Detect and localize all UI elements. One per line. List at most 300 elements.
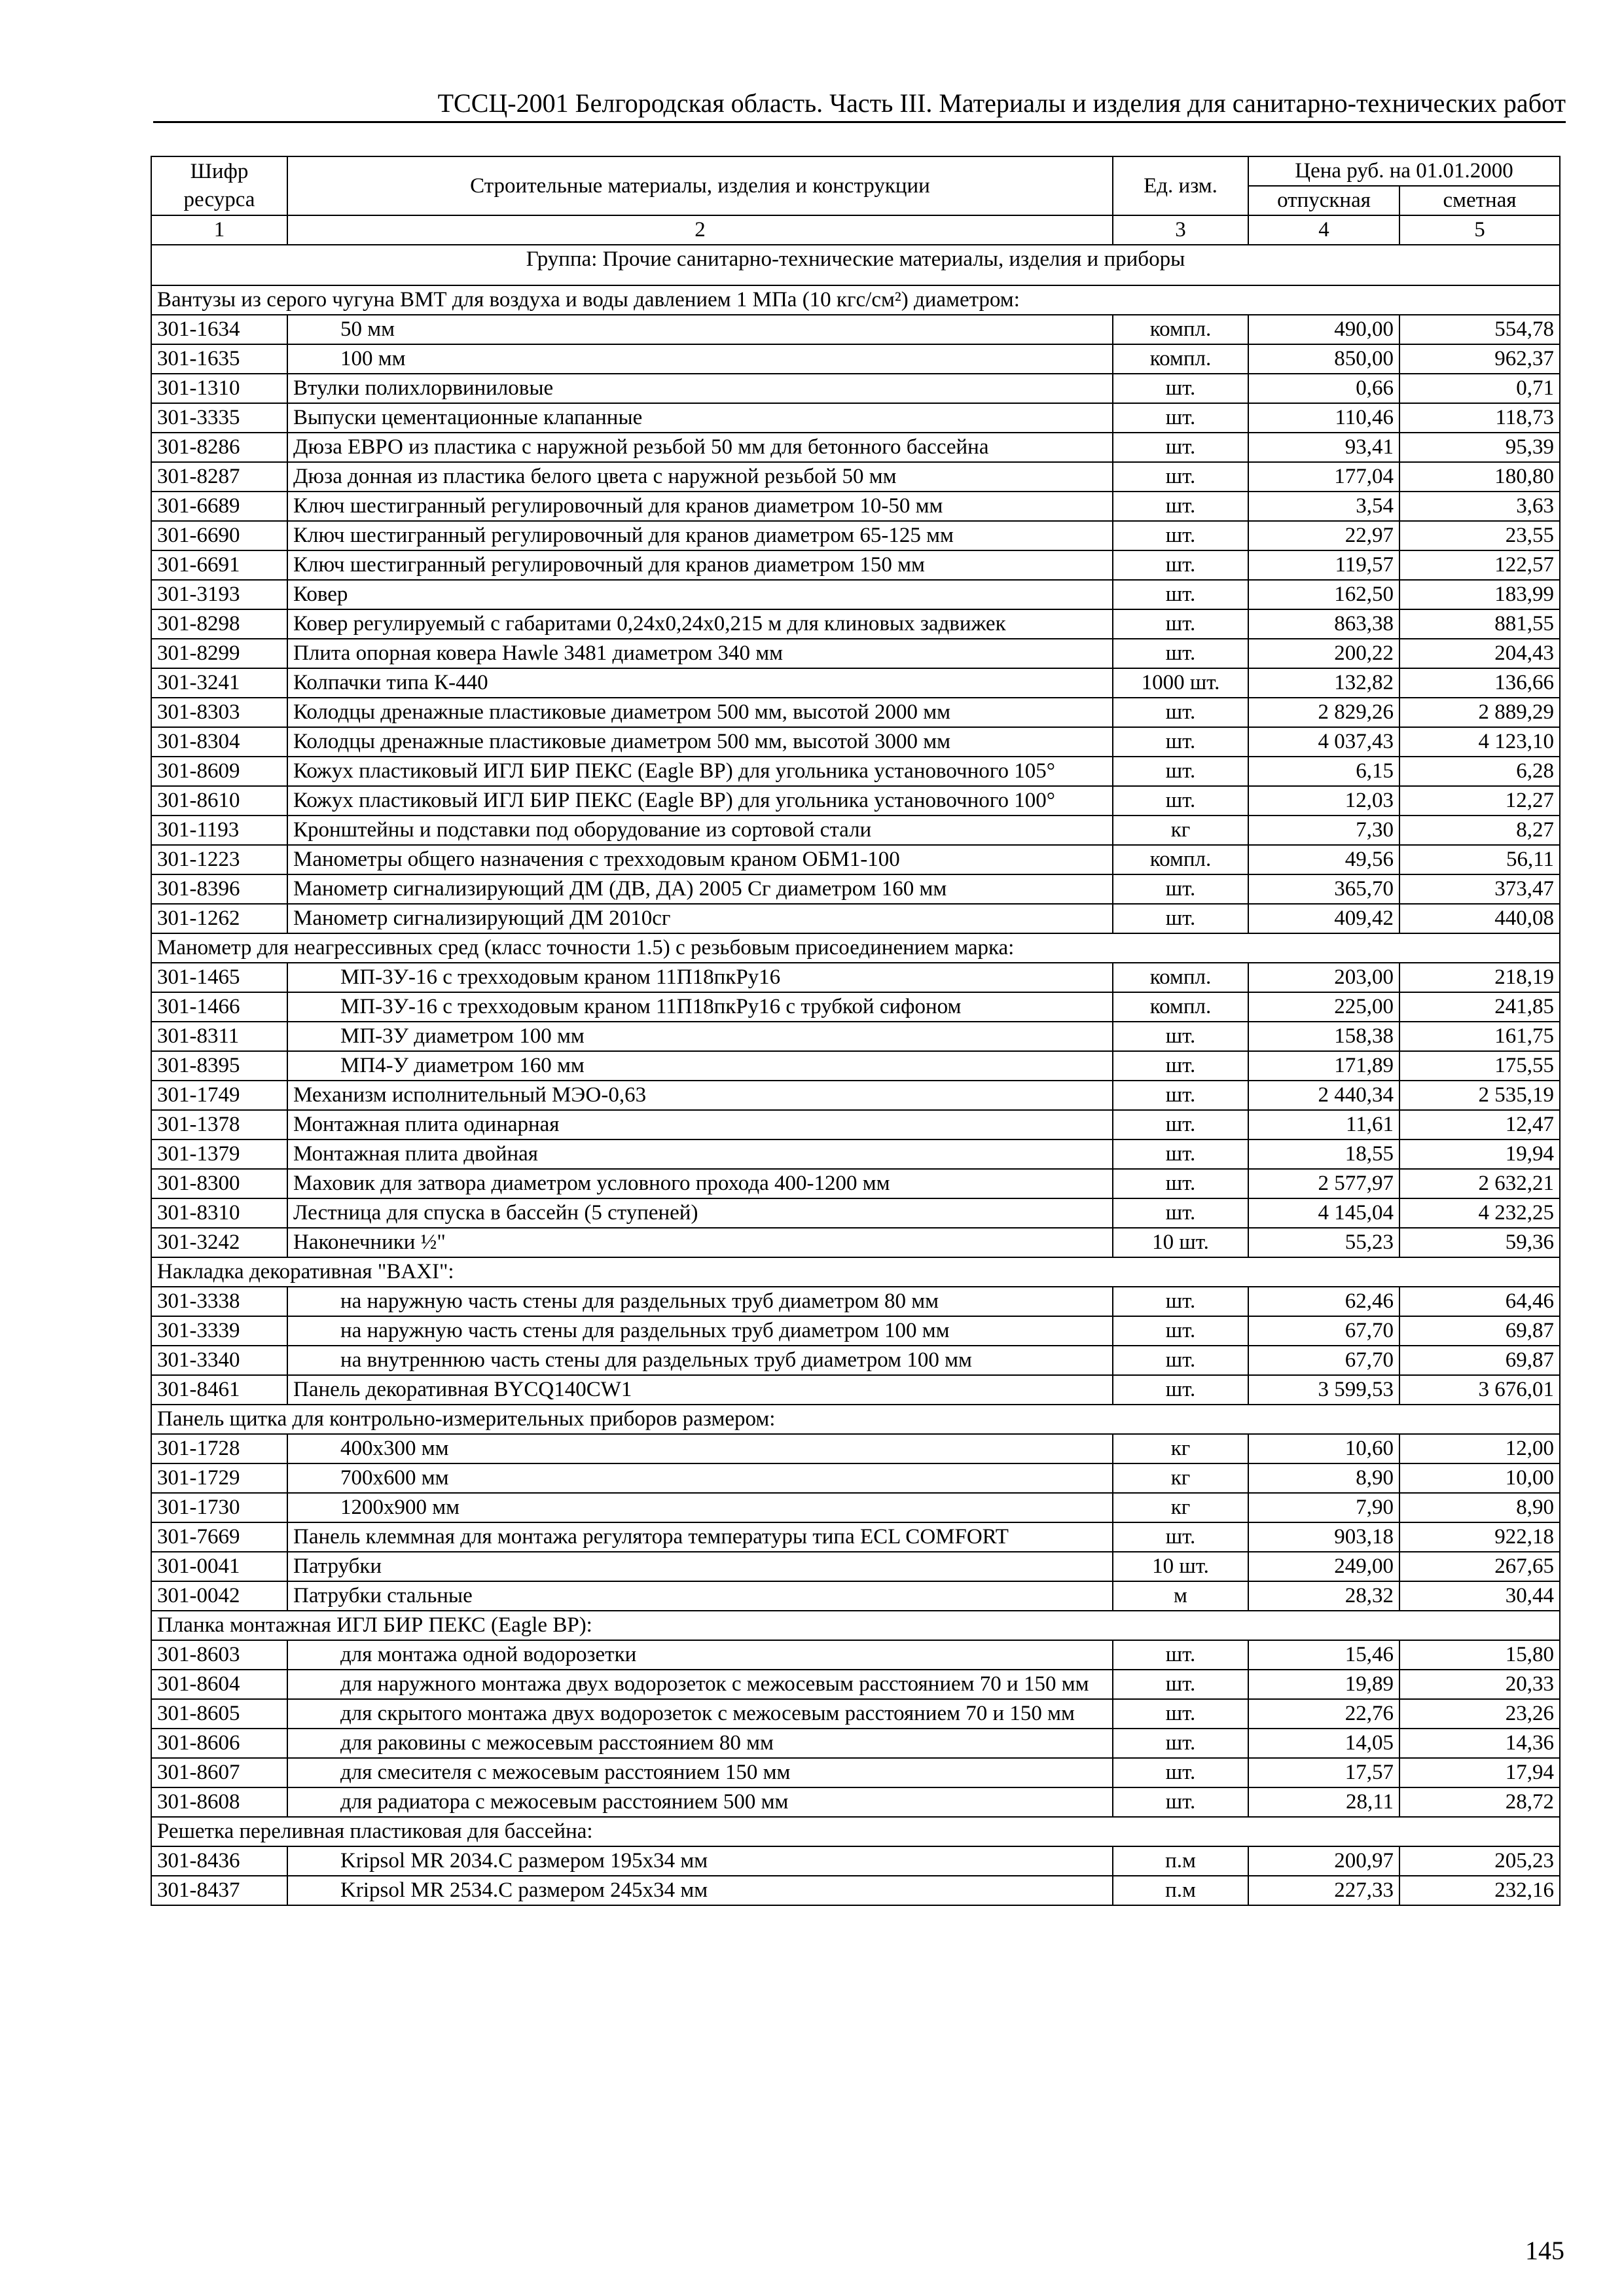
release-price: 850,00 [1248, 344, 1399, 374]
resource-code: 301-1310 [151, 374, 287, 403]
resource-code: 301-1223 [151, 845, 287, 874]
table-row [151, 609, 1560, 639]
table-row [151, 727, 1560, 757]
release-price: 203,00 [1248, 963, 1399, 992]
resource-code: 301-8609 [151, 757, 287, 786]
table-row [151, 403, 1560, 433]
unit-of-measure: шт. [1113, 1139, 1248, 1169]
table-row [151, 1287, 1560, 1316]
release-price: 17,57 [1248, 1758, 1399, 1787]
resource-code: 301-3340 [151, 1346, 287, 1375]
estimate-price: 59,36 [1399, 1228, 1560, 1257]
material-name: Манометр сигнализирующий ДМ (ДВ, ДА) 2005 Сг диаметром 160 мм [287, 874, 1113, 904]
table-row [151, 1640, 1560, 1670]
release-price: 18,55 [1248, 1139, 1399, 1169]
unit-of-measure: шт. [1113, 1522, 1248, 1552]
resource-code: 301-8461 [151, 1375, 287, 1405]
table-row [151, 963, 1560, 992]
header-name: Строительные материалы, изделия и конструкции [287, 156, 1113, 215]
table-row [151, 639, 1560, 668]
estimate-price: 10,00 [1399, 1463, 1560, 1493]
resource-code: 301-8287 [151, 462, 287, 492]
unit-of-measure: шт. [1113, 727, 1248, 757]
estimate-price: 69,87 [1399, 1316, 1560, 1346]
resource-code: 301-8304 [151, 727, 287, 757]
release-price: 11,61 [1248, 1110, 1399, 1139]
material-name: 50 мм [287, 315, 1113, 344]
estimate-price: 922,18 [1399, 1522, 1560, 1552]
release-price: 2 829,26 [1248, 698, 1399, 727]
unit-of-measure: компл. [1113, 344, 1248, 374]
estimate-price: 180,80 [1399, 462, 1560, 492]
resource-code: 301-8606 [151, 1729, 287, 1758]
subgroup-heading-row [151, 1817, 1560, 1846]
unit-of-measure: компл. [1113, 315, 1248, 344]
resource-code: 301-3335 [151, 403, 287, 433]
release-price: 14,05 [1248, 1729, 1399, 1758]
estimate-price: 15,80 [1399, 1640, 1560, 1670]
resource-code: 301-8608 [151, 1787, 287, 1817]
resource-code: 301-8310 [151, 1198, 287, 1228]
release-price: 62,46 [1248, 1287, 1399, 1316]
release-price: 22,97 [1248, 521, 1399, 550]
resource-code: 301-3193 [151, 580, 287, 609]
unit-of-measure: шт. [1113, 521, 1248, 550]
resource-code: 301-1749 [151, 1081, 287, 1110]
material-name: Лестница для спуска в бассейн (5 ступеней) [287, 1198, 1113, 1228]
table-row [151, 1522, 1560, 1552]
release-price: 93,41 [1248, 433, 1399, 462]
resource-code: 301-8311 [151, 1022, 287, 1051]
release-price: 863,38 [1248, 609, 1399, 639]
unit-of-measure: шт. [1113, 403, 1248, 433]
subgroup-heading: Панель щитка для контрольно-измерительных приборов размером: [151, 1405, 1560, 1434]
unit-of-measure: компл. [1113, 963, 1248, 992]
release-price: 7,90 [1248, 1493, 1399, 1522]
resource-code: 301-0042 [151, 1581, 287, 1611]
resource-code: 301-8605 [151, 1699, 287, 1729]
material-name: Ключ шестигранный регулировочный для кранов диаметром 65-125 мм [287, 521, 1113, 550]
unit-of-measure: компл. [1113, 992, 1248, 1022]
estimate-price: 2 535,19 [1399, 1081, 1560, 1110]
table-row [151, 1552, 1560, 1581]
header-code: Шифр ресурса [151, 156, 287, 215]
resource-code: 301-1729 [151, 1463, 287, 1493]
resource-code: 301-3338 [151, 1287, 287, 1316]
header-unit: Ед. изм. [1113, 156, 1248, 215]
resource-code: 301-1728 [151, 1434, 287, 1463]
release-price: 409,42 [1248, 904, 1399, 933]
material-name: 700х600 мм [287, 1463, 1113, 1493]
estimate-price: 175,55 [1399, 1051, 1560, 1081]
estimate-price: 14,36 [1399, 1729, 1560, 1758]
resource-code: 301-8303 [151, 698, 287, 727]
subgroup-heading: Манометр для неагрессивных сред (класс точности 1.5) с резьбовым присоединением марка: [151, 933, 1560, 963]
estimate-price: 267,65 [1399, 1552, 1560, 1581]
release-price: 4 037,43 [1248, 727, 1399, 757]
estimate-price: 8,27 [1399, 816, 1560, 845]
resource-code: 301-3241 [151, 668, 287, 698]
subgroup-heading-row [151, 1405, 1560, 1434]
header-rule [153, 121, 1566, 123]
unit-of-measure: 1000 шт. [1113, 668, 1248, 698]
table-row [151, 1346, 1560, 1375]
resource-code: 301-8298 [151, 609, 287, 639]
unit-of-measure: шт. [1113, 550, 1248, 580]
material-name: для раковины с межосевым расстоянием 80 мм [287, 1729, 1113, 1758]
estimate-price: 95,39 [1399, 433, 1560, 462]
material-name: Манометр сигнализирующий ДМ 2010сг [287, 904, 1113, 933]
table-row [151, 1022, 1560, 1051]
release-price: 903,18 [1248, 1522, 1399, 1552]
estimate-price: 118,73 [1399, 403, 1560, 433]
group-title: Группа: Прочие санитарно-технические материалы, изделия и приборы [151, 245, 1560, 285]
resource-code: 301-1635 [151, 344, 287, 374]
material-name: Кожух пластиковый ИГЛ БИР ПЕКС (Eagle BP) для угольника установочного 105° [287, 757, 1113, 786]
resource-code: 301-8610 [151, 786, 287, 816]
table-row [151, 1787, 1560, 1817]
resource-code: 301-1730 [151, 1493, 287, 1522]
unit-of-measure: шт. [1113, 374, 1248, 403]
unit-of-measure: шт. [1113, 492, 1248, 521]
unit-of-measure: шт. [1113, 757, 1248, 786]
release-price: 6,15 [1248, 757, 1399, 786]
unit-of-measure: компл. [1113, 845, 1248, 874]
page-number: 145 [1525, 2236, 1564, 2265]
table-row [151, 845, 1560, 874]
estimate-price: 4 123,10 [1399, 727, 1560, 757]
unit-of-measure: п.м [1113, 1876, 1248, 1905]
release-price: 4 145,04 [1248, 1198, 1399, 1228]
release-price: 15,46 [1248, 1640, 1399, 1670]
material-name: МП-3У диаметром 100 мм [287, 1022, 1113, 1051]
resource-code: 301-8300 [151, 1169, 287, 1198]
material-name: Манометры общего назначения с трехходовым краном ОБМ1-100 [287, 845, 1113, 874]
unit-of-measure: шт. [1113, 462, 1248, 492]
table-row [151, 1051, 1560, 1081]
release-price: 28,32 [1248, 1581, 1399, 1611]
table-row [151, 492, 1560, 521]
unit-of-measure: м [1113, 1581, 1248, 1611]
release-price: 0,66 [1248, 374, 1399, 403]
estimate-price: 6,28 [1399, 757, 1560, 786]
table-row [151, 992, 1560, 1022]
estimate-price: 19,94 [1399, 1139, 1560, 1169]
unit-of-measure: шт. [1113, 1729, 1248, 1758]
subgroup-heading: Накладка декоративная "BAXI": [151, 1257, 1560, 1287]
resource-code: 301-1379 [151, 1139, 287, 1169]
estimate-price: 23,55 [1399, 521, 1560, 550]
table-row [151, 521, 1560, 550]
material-name: для смесителя с межосевым расстоянием 150 мм [287, 1758, 1113, 1787]
material-name: Монтажная плита двойная [287, 1139, 1113, 1169]
table-row [151, 816, 1560, 845]
release-price: 67,70 [1248, 1346, 1399, 1375]
material-name: для радиатора с межосевым расстоянием 500 мм [287, 1787, 1113, 1817]
release-price: 200,22 [1248, 639, 1399, 668]
unit-of-measure: 10 шт. [1113, 1552, 1248, 1581]
table-row [151, 1846, 1560, 1876]
estimate-price: 3 676,01 [1399, 1375, 1560, 1405]
resource-code: 301-1466 [151, 992, 287, 1022]
unit-of-measure: шт. [1113, 1287, 1248, 1316]
subgroup-heading-row [151, 933, 1560, 963]
material-name: Кожух пластиковый ИГЛ БИР ПЕКС (Eagle BP) для угольника установочного 100° [287, 786, 1113, 816]
material-name: Колпачки типа К-440 [287, 668, 1113, 698]
release-price: 67,70 [1248, 1316, 1399, 1346]
release-price: 49,56 [1248, 845, 1399, 874]
resource-code: 301-8437 [151, 1876, 287, 1905]
subgroup-heading-row [151, 285, 1560, 315]
material-name: на наружную часть стены для раздельных труб диаметром 100 мм [287, 1316, 1113, 1346]
material-name: Колодцы дренажные пластиковые диаметром 500 мм, высотой 3000 мм [287, 727, 1113, 757]
table-row [151, 1493, 1560, 1522]
table-row [151, 344, 1560, 374]
release-price: 227,33 [1248, 1876, 1399, 1905]
resource-code: 301-0041 [151, 1552, 287, 1581]
resource-code: 301-6689 [151, 492, 287, 521]
resource-code: 301-6690 [151, 521, 287, 550]
estimate-price: 205,23 [1399, 1846, 1560, 1876]
material-name: Втулки полихлорвиниловые [287, 374, 1113, 403]
material-name: Kripsol MR 2534.C размером 245х34 мм [287, 1876, 1113, 1905]
table-row [151, 668, 1560, 698]
price-table [151, 156, 1561, 1906]
unit-of-measure: шт. [1113, 1198, 1248, 1228]
estimate-price: 122,57 [1399, 550, 1560, 580]
table-row [151, 1139, 1560, 1169]
resource-code: 301-8436 [151, 1846, 287, 1876]
estimate-price: 2 889,29 [1399, 698, 1560, 727]
estimate-price: 161,75 [1399, 1022, 1560, 1051]
release-price: 490,00 [1248, 315, 1399, 344]
material-name: Плита опорная ковера Hawle 3481 диаметром 340 мм [287, 639, 1113, 668]
estimate-price: 20,33 [1399, 1670, 1560, 1699]
table-body [151, 285, 1560, 1905]
estimate-price: 30,44 [1399, 1581, 1560, 1611]
release-price: 132,82 [1248, 668, 1399, 698]
estimate-price: 554,78 [1399, 315, 1560, 344]
unit-of-measure: шт. [1113, 639, 1248, 668]
unit-of-measure: кг [1113, 1493, 1248, 1522]
material-name: на внутреннюю часть стены для раздельных труб диаметром 100 мм [287, 1346, 1113, 1375]
column-number: 5 [1399, 215, 1560, 245]
table-row [151, 550, 1560, 580]
table-row [151, 1758, 1560, 1787]
resource-code: 301-7669 [151, 1522, 287, 1552]
unit-of-measure: п.м [1113, 1846, 1248, 1876]
table-row [151, 462, 1560, 492]
estimate-price: 962,37 [1399, 344, 1560, 374]
column-number: 2 [287, 215, 1113, 245]
subgroup-heading-row [151, 1611, 1560, 1640]
resource-code: 301-6691 [151, 550, 287, 580]
material-name: Механизм исполнительный МЭО-0,63 [287, 1081, 1113, 1110]
page-header: ТССЦ-2001 Белгородская область. Часть III. Материалы и изделия для санитарно-технических работ [437, 88, 1566, 118]
unit-of-measure: 10 шт. [1113, 1228, 1248, 1257]
release-price: 225,00 [1248, 992, 1399, 1022]
release-price: 162,50 [1248, 580, 1399, 609]
estimate-price: 64,46 [1399, 1287, 1560, 1316]
resource-code: 301-1193 [151, 816, 287, 845]
table-row [151, 1228, 1560, 1257]
material-name: Дюза донная из пластика белого цвета с наружной резьбой 50 мм [287, 462, 1113, 492]
estimate-price: 440,08 [1399, 904, 1560, 933]
table-row [151, 904, 1560, 933]
table-row [151, 1198, 1560, 1228]
table-row [151, 1463, 1560, 1493]
material-name: для скрытого монтажа двух водорозеток с межосевым расстоянием 70 и 150 мм [287, 1699, 1113, 1729]
subgroup-heading: Вантузы из серого чугуна ВМТ для воздуха и воды давлением 1 МПа (10 кгс/см²) диаметром: [151, 285, 1560, 315]
release-price: 249,00 [1248, 1552, 1399, 1581]
material-name: на наружную часть стены для раздельных труб диаметром 80 мм [287, 1287, 1113, 1316]
release-price: 10,60 [1248, 1434, 1399, 1463]
unit-of-measure: кг [1113, 816, 1248, 845]
resource-code: 301-8395 [151, 1051, 287, 1081]
release-price: 22,76 [1248, 1699, 1399, 1729]
estimate-price: 23,26 [1399, 1699, 1560, 1729]
material-name: Выпуски цементационные клапанные [287, 403, 1113, 433]
table-row [151, 374, 1560, 403]
table-row [151, 1581, 1560, 1611]
table-row [151, 315, 1560, 344]
unit-of-measure: шт. [1113, 1022, 1248, 1051]
release-price: 110,46 [1248, 403, 1399, 433]
material-name: Kripsol MR 2034.C размером 195х34 мм [287, 1846, 1113, 1876]
release-price: 28,11 [1248, 1787, 1399, 1817]
estimate-price: 4 232,25 [1399, 1198, 1560, 1228]
resource-code: 301-8396 [151, 874, 287, 904]
estimate-price: 56,11 [1399, 845, 1560, 874]
unit-of-measure: шт. [1113, 1670, 1248, 1699]
unit-of-measure: шт. [1113, 1346, 1248, 1375]
release-price: 2 440,34 [1248, 1081, 1399, 1110]
material-name: Колодцы дренажные пластиковые диаметром 500 мм, высотой 2000 мм [287, 698, 1113, 727]
table-row [151, 874, 1560, 904]
material-name: Дюза ЕВРО из пластика с наружной резьбой 50 мм для бетонного бассейна [287, 433, 1113, 462]
resource-code: 301-1262 [151, 904, 287, 933]
column-number: 1 [151, 215, 287, 245]
table-row [151, 757, 1560, 786]
material-name: Маховик для затвора диаметром условного прохода 400-1200 мм [287, 1169, 1113, 1198]
table-row [151, 1081, 1560, 1110]
subgroup-heading: Планка монтажная ИГЛ БИР ПЕКС (Eagle BP): [151, 1611, 1560, 1640]
material-name: 1200х900 мм [287, 1493, 1113, 1522]
unit-of-measure: шт. [1113, 698, 1248, 727]
unit-of-measure: шт. [1113, 786, 1248, 816]
header-estimate-price: сметная [1399, 186, 1560, 215]
release-price: 119,57 [1248, 550, 1399, 580]
table-row [151, 1375, 1560, 1405]
resource-code: 301-1378 [151, 1110, 287, 1139]
estimate-price: 2 632,21 [1399, 1169, 1560, 1198]
table-row [151, 433, 1560, 462]
subgroup-heading-row [151, 1257, 1560, 1287]
estimate-price: 28,72 [1399, 1787, 1560, 1817]
material-name: Патрубки [287, 1552, 1113, 1581]
table-row [151, 1876, 1560, 1905]
material-name: МП4-У диаметром 160 мм [287, 1051, 1113, 1081]
resource-code: 301-8604 [151, 1670, 287, 1699]
resource-code: 301-8299 [151, 639, 287, 668]
estimate-price: 17,94 [1399, 1758, 1560, 1787]
estimate-price: 12,00 [1399, 1434, 1560, 1463]
unit-of-measure: шт. [1113, 1169, 1248, 1198]
unit-of-measure: шт. [1113, 1081, 1248, 1110]
unit-of-measure: шт. [1113, 1051, 1248, 1081]
table-row [151, 1169, 1560, 1198]
table-row [151, 1729, 1560, 1758]
estimate-price: 204,43 [1399, 639, 1560, 668]
estimate-price: 232,16 [1399, 1876, 1560, 1905]
material-name: Патрубки стальные [287, 1581, 1113, 1611]
release-price: 55,23 [1248, 1228, 1399, 1257]
unit-of-measure: шт. [1113, 904, 1248, 933]
unit-of-measure: шт. [1113, 1640, 1248, 1670]
table-row [151, 786, 1560, 816]
header-price: Цена руб. на 01.01.2000 [1248, 156, 1560, 186]
material-name: Монтажная плита одинарная [287, 1110, 1113, 1139]
material-name: 100 мм [287, 344, 1113, 374]
resource-code: 301-1634 [151, 315, 287, 344]
resource-code: 301-8603 [151, 1640, 287, 1670]
unit-of-measure: шт. [1113, 580, 1248, 609]
estimate-price: 12,47 [1399, 1110, 1560, 1139]
unit-of-measure: шт. [1113, 1699, 1248, 1729]
release-price: 365,70 [1248, 874, 1399, 904]
release-price: 158,38 [1248, 1022, 1399, 1051]
estimate-price: 0,71 [1399, 374, 1560, 403]
release-price: 171,89 [1248, 1051, 1399, 1081]
unit-of-measure: шт. [1113, 874, 1248, 904]
release-price: 2 577,97 [1248, 1169, 1399, 1198]
material-name: МП-3У-16 с трехходовым краном 11П18пкРу16 с трубкой сифоном [287, 992, 1113, 1022]
column-number: 3 [1113, 215, 1248, 245]
material-name: Панель декоративная BYCQ140CW1 [287, 1375, 1113, 1405]
estimate-price: 136,66 [1399, 668, 1560, 698]
unit-of-measure: кг [1113, 1463, 1248, 1493]
estimate-price: 12,27 [1399, 786, 1560, 816]
unit-of-measure: шт. [1113, 1110, 1248, 1139]
resource-code: 301-3242 [151, 1228, 287, 1257]
table-row [151, 1670, 1560, 1699]
estimate-price: 218,19 [1399, 963, 1560, 992]
material-name: для наружного монтажа двух водорозеток с межосевым расстоянием 70 и 150 мм [287, 1670, 1113, 1699]
release-price: 3,54 [1248, 492, 1399, 521]
resource-code: 301-8286 [151, 433, 287, 462]
estimate-price: 881,55 [1399, 609, 1560, 639]
release-price: 8,90 [1248, 1463, 1399, 1493]
unit-of-measure: шт. [1113, 609, 1248, 639]
subgroup-heading: Решетка переливная пластиковая для бассейна: [151, 1817, 1560, 1846]
column-number: 4 [1248, 215, 1399, 245]
material-name: для монтажа одной водорозетки [287, 1640, 1113, 1670]
unit-of-measure: шт. [1113, 1316, 1248, 1346]
unit-of-measure: шт. [1113, 1758, 1248, 1787]
unit-of-measure: шт. [1113, 1375, 1248, 1405]
unit-of-measure: кг [1113, 1434, 1248, 1463]
release-price: 19,89 [1248, 1670, 1399, 1699]
material-name: 400х300 мм [287, 1434, 1113, 1463]
estimate-price: 8,90 [1399, 1493, 1560, 1522]
table-row [151, 1316, 1560, 1346]
material-name: Ковер регулируемый с габаритами 0,24х0,24х0,215 м для клиновых задвижек [287, 609, 1113, 639]
table-row [151, 1434, 1560, 1463]
material-name: Наконечники ½" [287, 1228, 1113, 1257]
material-name: МП-3У-16 с трехходовым краном 11П18пкРу16 [287, 963, 1113, 992]
resource-code: 301-3339 [151, 1316, 287, 1346]
release-price: 177,04 [1248, 462, 1399, 492]
